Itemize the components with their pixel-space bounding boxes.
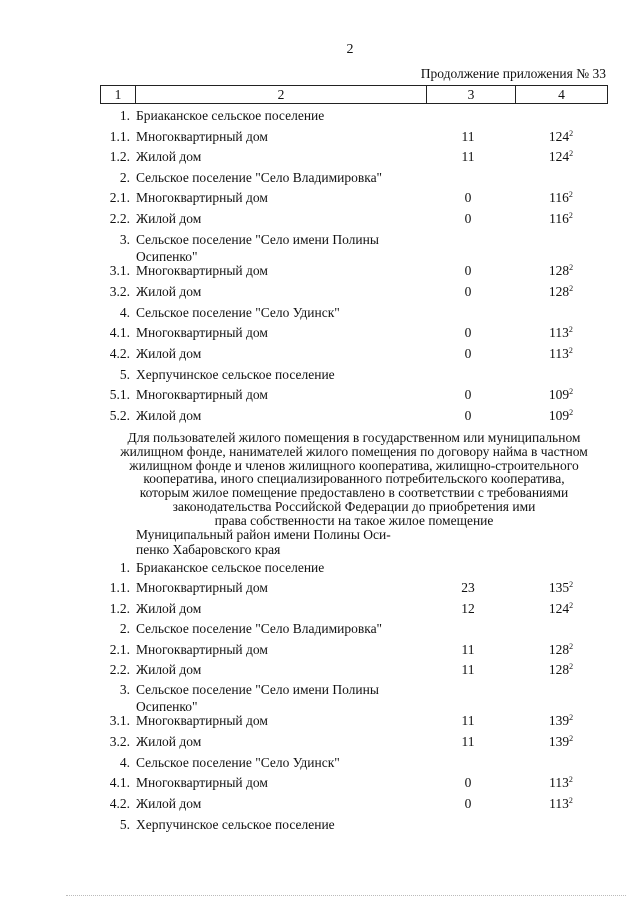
paragraph-line: права собственности на такое жилое помещение xyxy=(214,512,494,528)
row-number: 5.1. xyxy=(109,387,130,402)
row-col4-base: 124 xyxy=(548,601,570,616)
row-col4-value xyxy=(514,580,608,596)
row-number: 3.2. xyxy=(109,734,130,749)
row-col4-value xyxy=(514,346,608,362)
row-col3-value: 0 xyxy=(464,346,472,361)
row-number: 3.1. xyxy=(109,263,130,278)
row-col3-value: 0 xyxy=(464,263,472,278)
row-col3-value: 0 xyxy=(464,325,472,340)
column-header-table xyxy=(100,85,608,104)
row-col4-footnote: 2 xyxy=(568,190,573,199)
row-col3-value: 11 xyxy=(461,642,475,657)
row-col3-value: 12 xyxy=(461,601,475,616)
table-row xyxy=(0,325,640,345)
row-col4-value xyxy=(514,284,608,300)
table-row xyxy=(0,346,640,366)
table-row xyxy=(0,408,640,428)
table-row xyxy=(0,601,640,621)
table-row xyxy=(0,775,640,795)
column-header-3: 3 xyxy=(427,86,516,104)
row-col4-footnote: 2 xyxy=(569,734,574,743)
row-name: Сельское поселение "Село имени Полины xyxy=(136,232,379,247)
row-name: Херпучинское сельское поселение xyxy=(136,817,335,832)
municipality-line: Муниципальный район имени Полины Оси- xyxy=(136,527,391,542)
row-number: 5. xyxy=(119,367,130,382)
table-row xyxy=(0,211,640,231)
row-name: Бриаканское сельское поселение xyxy=(136,108,325,123)
row-col4-value xyxy=(514,387,608,403)
row-col3-value: 23 xyxy=(461,580,475,595)
row-col4-base: 113 xyxy=(549,796,569,811)
row-col4-base: 113 xyxy=(549,775,569,790)
row-number: 4. xyxy=(119,305,130,320)
row-col4-footnote: 2 xyxy=(568,346,573,355)
row-col4-value xyxy=(514,662,608,678)
row-name: Многоквартирный дом xyxy=(136,580,268,595)
row-col4-footnote: 2 xyxy=(568,325,573,334)
row-col3-value: 0 xyxy=(464,387,472,402)
table-row xyxy=(0,734,640,754)
row-col4-footnote: 2 xyxy=(568,775,573,784)
row-number: 5. xyxy=(119,817,130,832)
row-number: 2.1. xyxy=(109,190,130,205)
row-col4-footnote: 2 xyxy=(569,149,574,158)
table-row xyxy=(0,662,640,682)
row-number: 3.1. xyxy=(109,713,130,728)
continuation-note: Продолжение приложения № 33 xyxy=(420,66,606,81)
page-number: 2 xyxy=(346,42,354,57)
row-number: 2. xyxy=(119,621,130,636)
row-name: Бриаканское сельское поселение xyxy=(136,560,325,575)
row-col4-footnote: 2 xyxy=(569,642,574,651)
row-col4-base: 128 xyxy=(548,642,570,657)
row-col3-value: 0 xyxy=(464,796,472,811)
row-number: 1.2. xyxy=(109,601,130,616)
row-name: Многоквартирный дом xyxy=(136,387,268,402)
row-col3-value: 0 xyxy=(464,408,472,423)
row-col4-base: 109 xyxy=(548,408,570,423)
row-name: Многоквартирный дом xyxy=(136,263,268,278)
row-col4-footnote: 2 xyxy=(569,408,574,417)
table-row xyxy=(0,263,640,283)
row-name: Многоквартирный дом xyxy=(136,190,268,205)
row-col3-value: 0 xyxy=(464,190,472,205)
row-col4-base: 113 xyxy=(549,346,569,361)
row-name: Сельское поселение "Село имени Полины xyxy=(136,682,379,697)
table-row xyxy=(0,108,640,128)
row-name: Жилой дом xyxy=(136,149,202,164)
row-col4-base: 128 xyxy=(548,662,570,677)
row-name: Жилой дом xyxy=(136,346,202,361)
row-number: 2.1. xyxy=(109,642,130,657)
row-number: 2.2. xyxy=(109,211,130,226)
table-row xyxy=(0,232,640,264)
row-number: 5.2. xyxy=(109,408,130,423)
row-col4-value xyxy=(514,408,608,424)
row-col4-footnote: 2 xyxy=(569,284,574,293)
row-name: Многоквартирный дом xyxy=(136,642,268,657)
row-col4-base: 109 xyxy=(548,387,570,402)
row-number: 1.2. xyxy=(109,149,130,164)
paragraph-line: жилищном фонде, нанимателей жилого помещения по договору найма в частном xyxy=(120,443,588,459)
row-name: Жилой дом xyxy=(136,662,202,677)
row-col4-footnote: 2 xyxy=(569,662,574,671)
row-col4-footnote: 2 xyxy=(569,713,574,722)
row-col4-base: 116 xyxy=(549,190,569,205)
row-name: Жилой дом xyxy=(136,408,202,423)
table-row xyxy=(0,682,640,714)
row-col4-value xyxy=(514,642,608,658)
table-row xyxy=(0,621,640,641)
municipality-line: пенко Хабаровского края xyxy=(136,542,281,557)
row-col4-base: 139 xyxy=(548,734,570,749)
row-col4-footnote: 2 xyxy=(569,263,574,272)
paragraph-line: жилищном фонде и членов жилищного кооператива, жилищно-строительного xyxy=(129,457,579,473)
table-row xyxy=(0,129,640,149)
row-col4-base: 128 xyxy=(548,284,570,299)
row-col4-value xyxy=(514,775,608,791)
row-number: 4.2. xyxy=(109,346,130,361)
row-col4-footnote: 2 xyxy=(568,211,573,220)
row-col3-value: 11 xyxy=(461,149,475,164)
row-number: 4. xyxy=(119,755,130,770)
paragraph-line: Для пользователей жилого помещения в государственном или муниципальном xyxy=(127,430,581,445)
row-number: 4.1. xyxy=(109,325,130,340)
row-col3-value: 0 xyxy=(464,211,472,226)
row-col3-value: 0 xyxy=(464,775,472,790)
row-col4-base: 116 xyxy=(549,211,569,226)
row-col4-value xyxy=(514,263,608,279)
row-name: Многоквартирный дом xyxy=(136,129,268,144)
row-number: 2. xyxy=(119,170,130,185)
row-col4-base: 128 xyxy=(548,263,570,278)
row-name: Херпучинское сельское поселение xyxy=(136,367,335,382)
row-name: Сельское поселение "Село Удинск" xyxy=(136,305,340,320)
table-row xyxy=(0,560,640,580)
table-row xyxy=(0,796,640,816)
row-col4-value xyxy=(514,325,608,341)
row-number: 4.2. xyxy=(109,796,130,811)
municipality-title xyxy=(136,527,391,557)
row-number: 1.1. xyxy=(109,580,130,595)
row-col4-base: 139 xyxy=(548,713,570,728)
table-row xyxy=(0,755,640,775)
paragraph-line: которым жилое помещение предоставлено в соответствии с требованиями xyxy=(139,485,569,501)
row-col4-base: 124 xyxy=(548,129,570,144)
table-row xyxy=(0,149,640,169)
row-number: 3. xyxy=(119,682,130,697)
row-col4-base: 113 xyxy=(549,325,569,340)
row-number: 1. xyxy=(119,108,130,123)
table-row xyxy=(0,190,640,210)
row-number: 3. xyxy=(119,232,130,247)
row-col4-base: 135 xyxy=(548,580,570,595)
paragraph-line: законодательства Российской Федерации до приобретения ими xyxy=(172,498,536,514)
row-name-continued: Осипенко" xyxy=(136,249,198,264)
table-row xyxy=(0,170,640,190)
row-name: Жилой дом xyxy=(136,796,202,811)
table-row xyxy=(0,367,640,387)
row-name: Жилой дом xyxy=(136,284,202,299)
row-number: 1.1. xyxy=(109,129,130,144)
row-name: Сельское поселение "Село Удинск" xyxy=(136,755,340,770)
row-name: Многоквартирный дом xyxy=(136,713,268,728)
table-row xyxy=(0,642,640,662)
row-number: 1. xyxy=(119,560,130,575)
table-row xyxy=(0,817,640,837)
column-header-4: 4 xyxy=(516,86,608,104)
row-col4-footnote: 2 xyxy=(568,796,573,805)
row-col4-footnote: 2 xyxy=(569,580,574,589)
row-col4-footnote: 2 xyxy=(569,387,574,396)
row-name: Жилой дом xyxy=(136,601,202,616)
row-name: Многоквартирный дом xyxy=(136,775,268,790)
row-col3-value: 11 xyxy=(461,129,475,144)
table-row xyxy=(0,305,640,325)
column-header-1: 1 xyxy=(101,86,136,104)
table-row xyxy=(0,713,640,733)
row-col4-footnote: 2 xyxy=(569,129,574,138)
table-row xyxy=(0,284,640,304)
row-name: Жилой дом xyxy=(136,734,202,749)
row-col4-value xyxy=(514,190,608,206)
row-name: Сельское поселение "Село Владимировка" xyxy=(136,170,383,185)
row-col4-value xyxy=(514,149,608,165)
row-col4-value xyxy=(514,601,608,617)
row-name: Жилой дом xyxy=(136,211,202,226)
row-col4-value xyxy=(514,211,608,227)
paragraph-heading xyxy=(100,431,608,528)
row-number: 4.1. xyxy=(109,775,130,790)
table-row xyxy=(0,387,640,407)
row-name: Многоквартирный дом xyxy=(136,325,268,340)
row-name: Сельское поселение "Село Владимировка" xyxy=(136,621,383,636)
scan-edge-line xyxy=(66,895,626,897)
row-col3-value: 0 xyxy=(464,284,472,299)
column-header-2: 2 xyxy=(136,86,427,104)
paragraph-line: кооператива, иного специализированного потребительского кооператива, xyxy=(143,471,565,487)
row-number: 3.2. xyxy=(109,284,130,299)
row-col4-value xyxy=(514,796,608,812)
row-col4-value xyxy=(514,129,608,145)
row-number: 2.2. xyxy=(109,662,130,677)
row-col3-value: 11 xyxy=(461,713,475,728)
row-name-continued: Осипенко" xyxy=(136,699,198,714)
row-col3-value: 11 xyxy=(461,734,475,749)
row-col4-value xyxy=(514,713,608,729)
row-col4-value xyxy=(514,734,608,750)
row-col4-footnote: 2 xyxy=(569,601,574,610)
row-col4-base: 124 xyxy=(548,149,570,164)
table-row xyxy=(0,580,640,600)
row-col3-value: 11 xyxy=(461,662,475,677)
